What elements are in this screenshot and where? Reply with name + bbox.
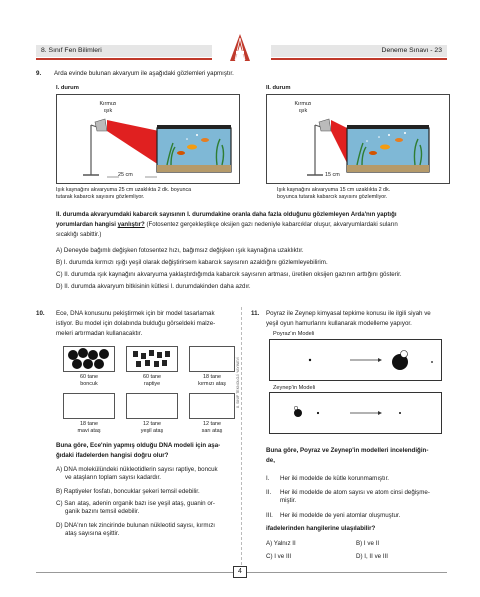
yellow-clips-label-count: 12 tane (203, 421, 221, 427)
q10-option-b-line1: B) Raptiyeler fosfatı, boncuklar şekeri temsil edebilir. (56, 488, 200, 495)
q11-statement-3-text: Her iki modelde de yeni atomlar oluşmuştur. (280, 512, 401, 519)
q10-question-2: ğıdaki ifadelerden hangisi doğru olur? (56, 452, 169, 459)
q11-question-2: de, (266, 457, 275, 464)
q11-option-c[interactable]: C) I ve III (266, 553, 292, 560)
q10-option-c[interactable] (56, 500, 215, 517)
q9-panel1-caption-2: tutarak kabarcık sayısını gözlemliyor. (56, 194, 145, 200)
q9-panel1-distance: 25 cm (118, 172, 133, 178)
q9-option-b[interactable]: B) I. durumda kırmızı ışığı yeşil olarak değiştirirsem kabarcık sayısının azaldığını gözlemleyebilirim. (56, 259, 328, 266)
q9-panel2-caption-2: boyunca tutarak kabarcık sayısını gözlemliyor. (277, 194, 388, 200)
beads-label-count: 60 tane (80, 374, 98, 380)
q11-option-d[interactable]: D) I, II ve III (356, 553, 388, 560)
yellow-clips-box (189, 393, 235, 419)
q9-panel1-lamp-label-2: ışık (103, 108, 113, 115)
q9-question-part-b: yanlıştır? (117, 221, 145, 228)
q11-statement-3-num: III. (266, 512, 273, 519)
zeynep-model-drawing (270, 393, 441, 433)
pushpins-icon (127, 347, 177, 371)
q10-stem-1: Ece, DNA konusunu pekiştirmek için bir model tasarlamak (56, 310, 215, 317)
poyraz-model-title: Poyraz'ın Modeli (273, 331, 315, 337)
green-clips-label-name: yeşil ataş (140, 427, 164, 434)
pins-box (126, 346, 178, 372)
q9-question-line1: II. durumda akvaryumdaki kabarcık sayısının I. durumdakine oranla daha fazla olduğunu gözlemleyen Arda'nın yaptığı (56, 211, 397, 218)
q11-statement-1-text: Her iki modelde de kütle korunmamıştır. (280, 475, 390, 482)
logo-emblem (227, 33, 253, 63)
q9-option-c[interactable]: C) II. durumda ışık kaynağını akvaryuma yaklaştırdığımda kabarcık sayısının artması, üretilen oksijen gazının arttığını gösterir. (56, 271, 402, 278)
q10-option-b[interactable] (56, 488, 200, 496)
q11-statement-2 (266, 489, 430, 506)
page-number: 4 (233, 566, 247, 578)
zeynep-model (269, 392, 442, 434)
q9-question-part-a: yorumlardan hangisi (56, 221, 116, 228)
beads-label (63, 374, 115, 388)
red-clips-label-count: 18 tane (203, 374, 221, 380)
blue-clips-box (63, 393, 115, 419)
q11-statement-3 (266, 512, 400, 520)
red-clips-label (189, 374, 235, 388)
yellow-clips-label (189, 421, 235, 435)
beads-icon (64, 347, 114, 371)
q10-option-d[interactable] (56, 522, 215, 539)
q11-statement-1-num: I. (266, 475, 270, 482)
side-publisher-text: 8. SINIF TEKNOLOJİ YAYINEVİ (236, 356, 240, 408)
header-exam (271, 45, 447, 57)
q11-statement-2-num: II. (266, 489, 272, 496)
green-clips-box (126, 393, 178, 419)
q10-stem-2: istiyor. Bu model için dolabında bulduğu görseldeki malze- (56, 320, 216, 327)
green-clips-label-count: 12 tane (143, 421, 161, 427)
q9-stem: Arda evinde bulunan akvaryum ile aşağıdaki gözlemleri yapmıştır. (54, 70, 234, 77)
q11-stem-2: yeşil oyun hamurlarını kullanarak modelleme yapıyor. (266, 320, 412, 327)
q10-option-a[interactable] (56, 466, 218, 483)
q11-statement-2-cont: miştir. (280, 497, 297, 505)
aquarium-illustration-1 (57, 95, 239, 183)
q11-option-b[interactable]: B) I ve II (356, 540, 380, 547)
q9-question-part-c: (Fotosentez gerçekleştikçe oksijen gazı nedeniyle kabarcıklar oluşur, akvaryumlardaki suların (146, 221, 398, 228)
q10-question-1: Buna göre, Ece'nin yapmış olduğu DNA modeli için aşa- (56, 442, 221, 449)
q9-panel1 (56, 94, 240, 184)
q11-question-3: ifadelerinden hangilerine ulaşılabilir? (266, 525, 376, 532)
q9-panel1-caption-1: Işık kaynağını akvaryuma 25 cm uzaklıkta 2 dk. boyunca (56, 187, 192, 193)
poyraz-model-drawing (270, 340, 441, 380)
header-divider-left (36, 58, 212, 60)
q9-question-line2 (56, 221, 398, 229)
q9-panel2-distance: 15 cm (325, 172, 340, 178)
q9-panel2-lamp-label (288, 101, 318, 115)
q11-stem-1: Poyraz ile Zeynep kimyasal tepkime konusu ile ilgili siyah ve (266, 310, 431, 317)
q10-option-c-line2: ganik bazını temsil edebilir. (65, 508, 140, 516)
header-subject-text: 8. Sınıf Fen Bilimleri (41, 47, 102, 55)
header-divider-right (271, 58, 447, 60)
q10-option-a-line2: ve ataşların toplam sayısı kadardır. (65, 474, 161, 482)
q10-option-d-line1: D) DNA'nın tek zincirinde bulunan nükleotid sayısı, kırmızı (56, 522, 216, 529)
q10-number: 10. (36, 310, 45, 317)
pins-label (126, 374, 178, 388)
q11-option-a[interactable]: A) Yalnız II (266, 540, 296, 547)
blue-clips-label (63, 421, 115, 435)
column-divider (241, 307, 242, 565)
pins-label-name: raptiye (143, 380, 161, 387)
blue-clips-label-name: mavi ataş (77, 427, 101, 434)
q10-stem-3: meleri artırmadan kullanacaktır. (56, 330, 143, 337)
yellow-clips-label-name: sarı ataş (201, 427, 223, 434)
beads-box (63, 346, 115, 372)
q9-panel2-lamp-label-2: ışık (298, 108, 308, 115)
q10-option-c-line1: C) Sarı ataş, adenin organik bazı ise yeşil ataş, guanin or- (56, 500, 215, 507)
red-clips-box (189, 346, 235, 372)
q9-panel1-lamp-label (93, 101, 123, 115)
q11-number: 11. (251, 310, 260, 317)
header-exam-text: Deneme Sınavı - 23 (381, 47, 442, 55)
q9-option-d[interactable]: D) II. durumda akvaryum bitkisinin kütlesi I. durumdakinden daha azdır. (56, 283, 251, 290)
blue-clips-label-count: 18 tane (80, 421, 98, 427)
q9-panel2-caption-1: Işık kaynağını akvaryuma 15 cm uzaklıkta 2 dk. (277, 187, 391, 193)
poyraz-model (269, 339, 442, 381)
q11-statement-1 (266, 475, 389, 483)
q9-number: 9. (36, 70, 42, 77)
beads-label-name: boncuk (80, 380, 98, 387)
q9-panel2-title: II. durum (266, 85, 291, 91)
q9-question-line3: sıcaklığı sabittir.) (56, 231, 102, 238)
red-clips-label-name: kırmızı ataş (198, 380, 226, 387)
zeynep-model-title: Zeynep'in Modeli (273, 385, 316, 391)
header-subject (36, 45, 212, 57)
q9-panel2-lamp-label-1: Kırmızı (294, 101, 312, 107)
q11-question-1: Buna göre, Poyraz ve Zeynep'in modelleri incelendiğin- (266, 447, 429, 454)
q10-option-a-line1: A) DNA molekülündeki nükleotidlerin sayısı raptiye, boncuk (56, 466, 218, 473)
pins-label-count: 60 tane (143, 374, 161, 380)
q9-panel1-title: I. durum (56, 85, 79, 91)
green-clips-label (126, 421, 178, 435)
q10-option-d-line2: ataş sayısına eşittir. (65, 530, 120, 538)
q9-option-a[interactable]: A) Deneyde bağımlı değişken fotosentez hızı, bağımsız değişken ışık kaynağına uzaklıktır. (56, 247, 304, 254)
q11-statement-2-text: Her iki modelde de atom sayısı ve atom cinsi değişme- (280, 489, 430, 496)
q9-panel1-lamp-label-1: Kırmızı (99, 101, 117, 107)
